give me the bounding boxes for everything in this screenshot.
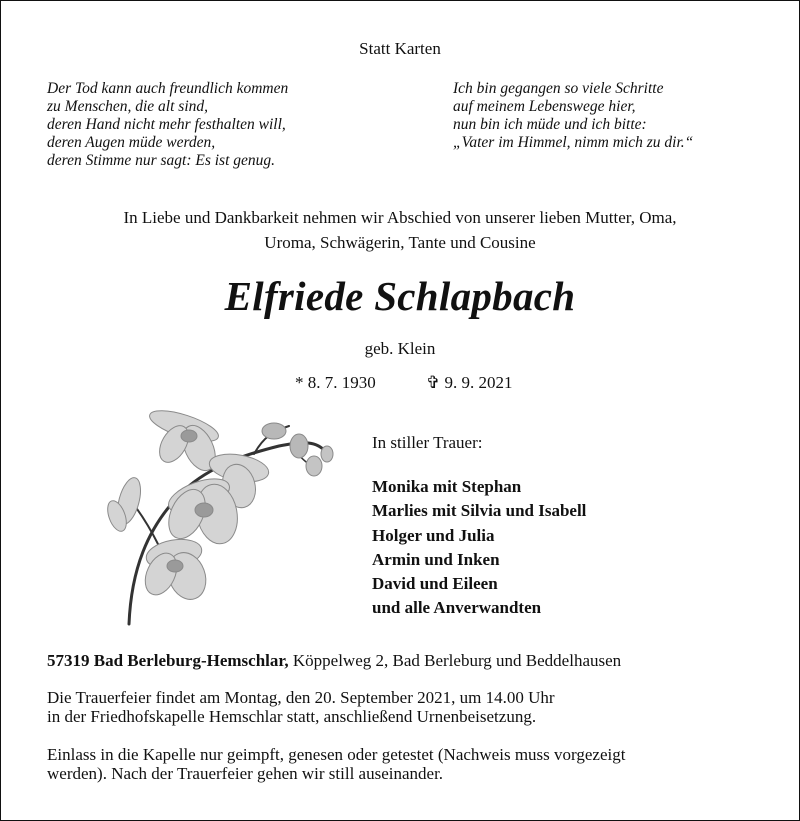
poem-line: deren Hand nicht mehr festhalten will, [47,116,286,133]
list-item: Holger und Julia [372,525,495,545]
orchid-branch-icon [99,406,359,631]
poem-line: auf meinem Lebenswege hier, [453,98,636,115]
poem-line: deren Stimme nur sagt: Es ist genug. [47,152,276,169]
header-title: Statt Karten [359,39,441,58]
list-item: Marlies mit Silvia und Isabell [372,501,587,521]
poem-line: „Vater im Himmel, nimm mich zu dir.“ [453,134,694,151]
deceased-name: Elfriede Schlapbach [224,273,576,319]
poem-line: deren Augen müde werden, [47,134,216,151]
poem-line: Der Tod kann auch freundlich kommen [47,80,289,97]
birth-date: * 8. 7. 1930 [295,373,376,392]
funeral-line: in der Friedhofskapelle Hemschlar statt, anschließend Urnenbeisetzung. [47,707,537,726]
poem-line: Ich bin gegangen so viele Schritte [453,80,664,97]
notice-line: Einlass in die Kapelle nur geimpft, genesen oder getestet (Nachweis muss vorgezeigt [47,745,626,764]
list-item: Armin und Inken [372,549,500,569]
list-item: und alle Anverwandten [372,598,542,618]
address-line [47,651,621,671]
funeral-line: Die Trauerfeier findet am Montag, den 20. September 2021, um 14.00 Uhr [47,688,555,707]
poem-line: zu Menschen, die alt sind, [47,98,209,115]
poem-left [47,80,288,170]
list-item: Monika mit Stephan [372,477,522,496]
address-place: 57319 Bad Berleburg-Hemschlar, [47,651,289,670]
mourner-list [372,475,586,621]
poem-right [453,80,693,152]
list-item: David und Eileen [372,574,498,594]
poem-line: nun bin ich müde und ich bitte: [453,116,647,133]
intro-text [41,205,759,255]
intro-line: Uroma, Schwägerin, Tante und Cousine [264,233,536,252]
address-rest: Köppelweg 2, Bad Berleburg und Beddelhausen [288,651,622,670]
mourning-label: In stiller Trauer: [372,433,483,452]
death-date: ✞ 9. 9. 2021 [426,373,513,392]
notice-line: werden). Nach der Trauerfeier gehen wir still auseinander. [47,764,444,783]
intro-line: In Liebe und Dankbarkeit nehmen wir Abschied von unserer lieben Mutter, Oma, [123,208,677,227]
entry-notice [47,745,767,783]
funeral-info [47,688,767,726]
birth-name: geb. Klein [364,339,436,358]
